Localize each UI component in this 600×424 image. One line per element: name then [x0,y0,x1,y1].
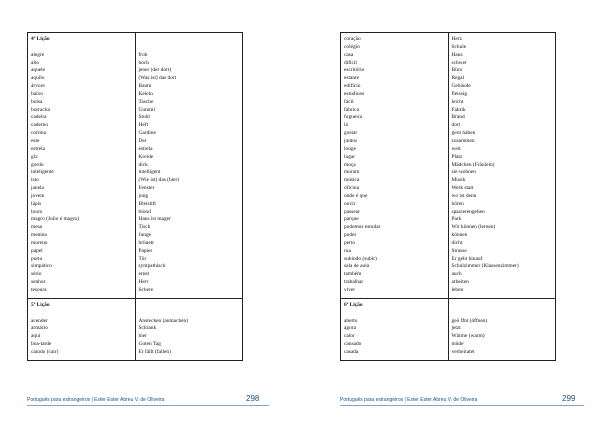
portuguese-word: parque [344,216,359,223]
portuguese-word: agora [344,325,356,332]
portuguese-word: aberto [344,317,358,324]
portuguese-word: fogueira [344,114,362,121]
vocabulary-table-right [340,32,556,361]
portuguese-word: trabalhar [344,279,364,286]
portuguese-word: moreno [31,239,48,246]
portuguese-word: calor [344,333,355,340]
german-translation: (Wie ist) das (hier) [138,177,180,184]
portuguese-word: lugar [344,153,356,160]
german-translation: Mädchen (Fräulein) [451,161,495,168]
lesson-section [28,33,243,299]
portuguese-word: menino [31,232,48,239]
german-translation: Junge [138,232,152,239]
portuguese-word: aquele [31,67,46,74]
german-translation: Brand [451,114,465,121]
lesson-section [341,33,556,299]
german-translation: Tisch [138,224,151,231]
portuguese-word: viver [344,287,356,293]
german-translation: Stuhl [138,114,150,121]
portuguese-word: sério [31,271,42,278]
footer-rule [27,405,269,406]
german-column [135,298,243,360]
german-translation: Er fällt (fallen) [138,348,171,355]
portuguese-word: oficina [344,185,359,192]
german-translation: sympathisch [138,263,166,270]
german-translation: hoch [138,59,149,66]
portuguese-word: edifício [344,83,361,90]
portuguese-word: inteligente [31,169,54,176]
german-translation: Schere [138,287,154,293]
portuguese-word: porta [31,255,43,262]
portuguese-word: ouvir [344,200,356,207]
portuguese-word: juntos [344,137,358,144]
german-translation: geö ffnt (öffnen) [451,317,488,324]
footer-text: Português para estrangeiros | Ester Ester Abreu V. de Oliveira [27,397,165,403]
portuguese-word: poder [344,232,357,239]
german-translation: intelligent [138,169,161,176]
portuguese-word: acender [31,317,48,324]
german-translation: Heft [138,122,149,129]
portuguese-word: podemos estudar [344,224,381,231]
portuguese-word: armário [31,325,48,332]
portuguese-word: senhor [31,279,46,286]
portuguese-column [341,33,449,299]
portuguese-word: cortina [31,130,46,137]
lesson-section [28,298,243,360]
portuguese-word: passear [344,208,360,215]
german-translation: hier [138,333,147,340]
portuguese-word: aqui [31,333,41,340]
portuguese-word: baixo [31,90,43,97]
portuguese-word: gostar [344,130,358,137]
german-translation: Wärme (warm) [451,333,485,340]
portuguese-column [28,33,136,299]
german-translation: Werk statt [451,185,474,192]
lesson-section [341,298,556,360]
german-translation: Der [138,137,147,144]
german-translation: Tür [138,255,147,262]
german-translation: blond [138,208,151,215]
german-translation: Strasse [451,247,467,254]
portuguese-word: lá [344,122,348,129]
portuguese-word: bolsa [31,98,43,105]
german-translation: ernst [138,271,149,278]
portuguese-word: fácil [344,98,354,105]
german-translation: Musik [451,177,466,184]
portuguese-word: borracha [31,106,50,113]
german-translation: Guten Tag [138,341,161,348]
german-translation: Schulzimmer (Klassenzimmer) [451,263,519,270]
german-translation: dort [451,122,461,129]
german-translation: Regal [451,75,465,82]
german-translation: spazierengehen [451,208,485,215]
page-number: 299 [562,394,576,403]
german-translation: auch [451,271,462,278]
portuguese-word: casa [344,51,354,58]
portuguese-word: coração [344,36,361,42]
lesson-title: 5ª Lição [31,301,50,308]
german-translation: Er geht hinauf [451,255,483,262]
portuguese-word: casada [344,348,359,355]
portuguese-word: estudioso [344,90,365,97]
portuguese-word: simpático [31,263,52,270]
german-translation: Papier [138,247,153,254]
german-translation: schwer [451,59,467,66]
german-translation: jetzt [451,325,461,332]
german-translation: Wir können (lernen) [451,224,496,231]
german-translation: sie wohnen [451,169,476,176]
german-translation: können [451,232,468,239]
german-translation: hören [451,200,464,207]
portuguese-word: moça [344,161,356,168]
german-translation: Herr [138,279,149,286]
portuguese-word: árvore [31,83,45,90]
portuguese-word: rua [344,247,351,254]
german-translation: froh [138,51,148,58]
portuguese-word: alegre [31,51,45,58]
german-translation: Kelein [138,90,153,97]
german-column [135,33,243,299]
portuguese-word: subindo (subir) [344,255,377,262]
german-translation: (Was ist) das dort [138,75,177,82]
footer-rule [340,405,584,406]
portuguese-word: isto [31,177,39,184]
german-translation: dicht [451,239,463,246]
german-translation: arbeiten [451,279,469,286]
portuguese-word: perto [344,239,356,246]
german-translation: zusammen [451,137,475,144]
portuguese-word: fábrica [344,106,359,113]
portuguese-word: aquilo [31,75,45,82]
german-translation: gern haben [451,130,476,137]
german-translation: Fenster [138,185,155,192]
portuguese-word: onde é que [344,192,368,199]
german-translation: weit [451,145,461,152]
german-translation: leicht [451,98,464,105]
portuguese-column [341,298,449,360]
german-column [448,33,556,299]
portuguese-word: estrela [31,145,46,152]
portuguese-word: também [344,271,362,278]
german-translation: wo ist denn [451,192,477,199]
portuguese-word: jovem [31,192,45,199]
portuguese-word: lápis [31,200,42,207]
german-translation: Schrank [138,325,157,332]
portuguese-word: colégio [344,43,360,50]
portuguese-word: sala de aula [344,263,370,270]
portuguese-column [28,298,136,360]
portuguese-word: mesa [31,224,43,231]
portuguese-word: louro [31,208,43,215]
german-translation: Bleistift [138,200,156,207]
german-translation: Kreide [138,153,154,160]
german-translation: Platz [451,153,463,160]
portuguese-word: giz [31,153,38,160]
german-translation: estrela [138,145,153,152]
portuguese-word: papel [31,247,43,254]
german-translation: verheiratet [451,348,475,355]
german-column [448,298,556,360]
page-number: 298 [246,394,260,403]
portuguese-word: gordo [31,161,44,168]
portuguese-word: janela [31,185,44,192]
german-translation: Park [451,216,462,223]
portuguese-word: música [344,177,360,184]
portuguese-word: este [31,137,40,144]
portuguese-word: magro (Julio é magro) [31,216,80,223]
portuguese-word: cansado [344,341,362,348]
german-translation: brünett [138,239,154,246]
portuguese-word: caindo (cair) [31,348,59,355]
german-translation: jung [138,192,149,199]
portuguese-word: tesoura [31,287,47,293]
german-translation: Tasche [138,98,154,105]
german-translation: Fabrik [451,106,466,113]
portuguese-word: escritório [344,67,365,74]
portuguese-word: moram [344,169,360,176]
german-translation: Anstecken (anmachen) [138,317,189,324]
german-translation: dick [138,161,148,168]
lesson-title: 4ª Lição [31,36,50,42]
german-translation: Haus [451,51,463,58]
portuguese-word: cadeira [31,114,47,121]
lesson-title: 6ª Lição [344,301,363,308]
portuguese-word: boa-tarde [31,341,52,348]
german-translation: Hans ist mager [138,216,171,223]
page-right [300,0,600,424]
german-translation: Gebäude [451,83,471,90]
portuguese-word: longe [344,145,356,152]
german-translation: Gummi [138,106,155,113]
german-translation: leben [451,287,464,293]
portuguese-word: alto [31,59,40,66]
german-translation: Baum [138,83,152,90]
german-translation: fleissig [451,90,468,97]
german-translation: Büro [451,67,463,74]
german-translation: müde [451,341,464,348]
german-translation: Schule [451,43,467,50]
german-translation: jener (der dort) [138,67,172,74]
portuguese-word: caderno [31,122,49,129]
portuguese-word: estante [344,75,359,82]
footer-text: Português para estrangeiros | Ester Ester Abreu V. de Oliveira [340,397,478,403]
german-translation: Gardine [138,130,156,137]
german-translation: Herz [451,36,462,42]
portuguese-word: difícil [344,59,357,66]
vocabulary-table-left [27,32,243,361]
